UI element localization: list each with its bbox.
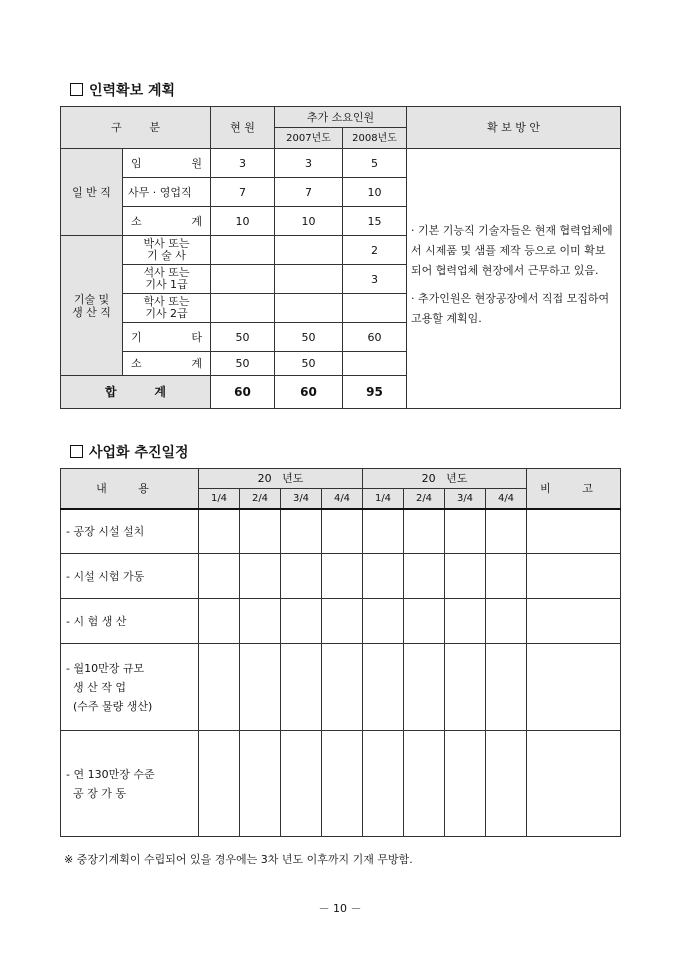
remarks-cell (527, 599, 621, 644)
row-2007: 50 (275, 323, 343, 352)
schedule-cell (240, 509, 281, 554)
quarter-header: 3/4 (445, 489, 486, 509)
schedule-cell (322, 599, 363, 644)
schedule-cell (199, 554, 240, 599)
row-label: 소 계 (123, 207, 211, 236)
schedule-cell (199, 509, 240, 554)
header-remarks: 비 고 (527, 469, 621, 509)
schedule-cell (445, 731, 486, 837)
row-2008: 15 (343, 207, 407, 236)
header-2007: 2007년도 (275, 128, 343, 149)
schedule-cell (486, 599, 527, 644)
row-label: 학사 또는 기사 2급 (123, 294, 211, 323)
manpower-table (60, 106, 621, 409)
schedule-cell (363, 731, 404, 837)
checkbox-square-icon (70, 83, 83, 96)
schedule-cell (404, 599, 445, 644)
schedule-cell (199, 599, 240, 644)
schedule-table (60, 468, 621, 837)
row-current (211, 265, 275, 294)
quarter-header: 1/4 (363, 489, 404, 509)
section-title-schedule: 사업화 추진일정 (70, 442, 189, 462)
total-label: 합 계 (61, 376, 211, 409)
row-2007: 3 (275, 149, 343, 178)
quarter-header: 4/4 (322, 489, 363, 509)
quarter-header: 2/4 (240, 489, 281, 509)
quarter-header: 1/4 (199, 489, 240, 509)
row-2007: 50 (275, 352, 343, 376)
method-paragraph: · 추가인원은 현장공장에서 직접 모집하여 고용할 계획임. (411, 291, 610, 325)
total-2007: 60 (275, 376, 343, 409)
schedule-cell (240, 644, 281, 731)
schedule-cell (445, 509, 486, 554)
row-current: 50 (211, 352, 275, 376)
row-label: 임 원 (123, 149, 211, 178)
header-category: 구 분 (61, 107, 211, 149)
row-current: 7 (211, 178, 275, 207)
schedule-cell (404, 554, 445, 599)
schedule-cell (240, 599, 281, 644)
row-label: 소 계 (123, 352, 211, 376)
header-content: 내 용 (61, 469, 199, 509)
method-paragraph: · 기본 기능직 기술자들은 현재 협력업체에서 시제품 및 샘플 제작 등으로 이미 확보되어 협력업체 현장에서 근무하고 있음. (411, 223, 613, 277)
schedule-cell (486, 731, 527, 837)
group-technical: 기술 및 생 산 직 (61, 236, 123, 376)
footnote: ※ 중장기계획이 수립되어 있을 경우에는 3차 년도 이후까지 기재 무방함. (64, 853, 413, 866)
schedule-cell (240, 731, 281, 837)
schedule-cell (486, 644, 527, 731)
row-2008: 2 (343, 236, 407, 265)
row-label: 사무 · 영업직 (123, 178, 211, 207)
total-2008: 95 (343, 376, 407, 409)
schedule-cell (281, 554, 322, 599)
row-label: 기 타 (123, 323, 211, 352)
row-2008: 5 (343, 149, 407, 178)
schedule-cell (363, 554, 404, 599)
schedule-cell (363, 509, 404, 554)
row-2007: 10 (275, 207, 343, 236)
schedule-cell (322, 644, 363, 731)
group-general: 일 반 직 (61, 149, 123, 236)
row-2008: 10 (343, 178, 407, 207)
schedule-item: - 시설 시험 가동 (61, 554, 199, 599)
schedule-cell (199, 731, 240, 837)
section-title-manpower: 인력확보 계획 (70, 80, 175, 100)
remarks-cell (527, 731, 621, 837)
schedule-item: - 월10만장 규모 생 산 작 업 (수주 물량 생산) (61, 644, 199, 731)
page-number: － 10 － (318, 902, 362, 915)
row-2008 (343, 352, 407, 376)
row-2008 (343, 294, 407, 323)
schedule-cell (281, 731, 322, 837)
row-current: 50 (211, 323, 275, 352)
header-additional: 추가 소요인원 (275, 107, 407, 128)
schedule-cell (445, 644, 486, 731)
remarks-cell (527, 554, 621, 599)
schedule-cell (281, 509, 322, 554)
row-label: 박사 또는 기 술 사 (123, 236, 211, 265)
row-2008: 3 (343, 265, 407, 294)
schedule-cell (404, 509, 445, 554)
schedule-cell (281, 599, 322, 644)
remarks-cell (527, 644, 621, 731)
schedule-cell (322, 509, 363, 554)
schedule-cell (199, 644, 240, 731)
header-2008: 2008년도 (343, 128, 407, 149)
row-current (211, 294, 275, 323)
schedule-cell (445, 554, 486, 599)
row-current (211, 236, 275, 265)
header-current: 현 원 (211, 107, 275, 149)
header-year2: 20 년도 (363, 469, 527, 489)
schedule-item: - 공장 시설 설치 (61, 509, 199, 554)
schedule-cell (322, 731, 363, 837)
header-year1: 20 년도 (199, 469, 363, 489)
schedule-cell (486, 554, 527, 599)
method-text (407, 149, 621, 409)
schedule-item: - 연 130만장 수준 공 장 가 동 (61, 731, 199, 837)
remarks-cell (527, 509, 621, 554)
schedule-cell (445, 599, 486, 644)
row-2008: 60 (343, 323, 407, 352)
schedule-cell (486, 509, 527, 554)
total-current: 60 (211, 376, 275, 409)
schedule-cell (363, 644, 404, 731)
row-current: 3 (211, 149, 275, 178)
row-2007: 7 (275, 178, 343, 207)
quarter-header: 3/4 (281, 489, 322, 509)
row-2007 (275, 265, 343, 294)
row-current: 10 (211, 207, 275, 236)
row-label: 석사 또는 기사 1급 (123, 265, 211, 294)
schedule-cell (240, 554, 281, 599)
schedule-cell (404, 644, 445, 731)
schedule-cell (404, 731, 445, 837)
schedule-item: - 시 험 생 산 (61, 599, 199, 644)
quarter-header: 4/4 (486, 489, 527, 509)
schedule-cell (363, 599, 404, 644)
schedule-cell (322, 554, 363, 599)
row-2007 (275, 294, 343, 323)
quarter-header: 2/4 (404, 489, 445, 509)
header-method: 확 보 방 안 (407, 107, 621, 149)
row-2007 (275, 236, 343, 265)
schedule-cell (281, 644, 322, 731)
checkbox-square-icon (70, 445, 83, 458)
